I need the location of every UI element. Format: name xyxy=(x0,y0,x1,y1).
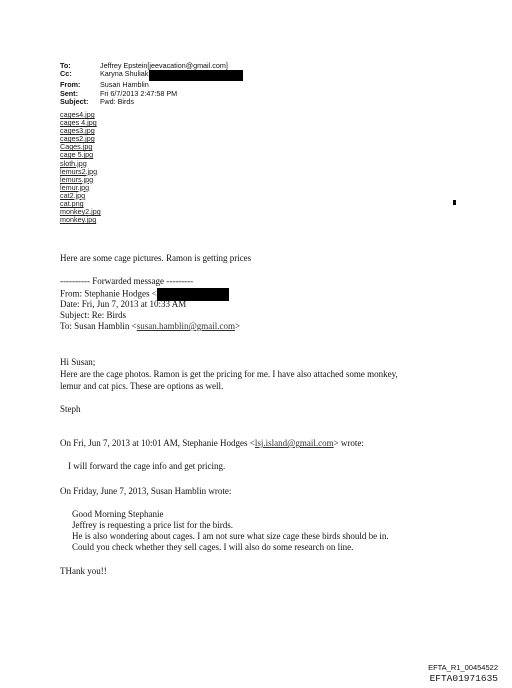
attachment-link[interactable]: Cages.jpg xyxy=(60,142,93,152)
attachment-link[interactable]: cages2.jpg xyxy=(60,134,95,144)
quote-line: He is also wondering about cages. I am not sure what size cage these birds should be in. xyxy=(72,531,389,541)
attachment-link[interactable]: cat.png xyxy=(60,199,84,209)
forward-to-prefix: To: Susan Hamblin < xyxy=(60,321,137,331)
forward-divider: ---------- Forwarded message --------- xyxy=(60,276,194,286)
attachment-link[interactable]: lemur.jpg xyxy=(60,182,90,192)
header-label: Sent: xyxy=(60,88,78,98)
quote-line: Jeffrey is requesting a price list for the birds. xyxy=(72,520,234,530)
attachment-link[interactable]: cages3.jpg xyxy=(60,126,95,136)
quote-closing: THank you!! xyxy=(60,566,107,576)
attachment-link[interactable]: cat2.jpg xyxy=(60,190,86,200)
bates-number: EFTA01971635 xyxy=(429,673,498,684)
attachment-link[interactable]: cages4.jpg xyxy=(60,110,95,119)
intro-text: Here are some cage pictures. Ramon is getting prices xyxy=(60,253,252,263)
header-label: From: xyxy=(60,80,81,90)
attachment-link[interactable]: cage 5.jpg xyxy=(60,150,94,160)
redaction-box xyxy=(149,70,243,81)
message-greeting: Hi Susan; xyxy=(60,357,96,367)
attachment-link[interactable]: monkey2.jpg xyxy=(60,207,101,217)
attachment-list xyxy=(60,111,101,224)
quote-header-line xyxy=(60,438,364,449)
email-link[interactable]: susan.hamblin@gmail.com xyxy=(136,321,235,331)
quote-prefix: On Fri, Jun 7, 2013 at 10:01 AM, Stephanie Hodges < xyxy=(60,438,255,448)
header-subject-row xyxy=(60,98,243,106)
attachment-link[interactable]: cages 4.jpg xyxy=(60,118,97,128)
forward-to-suffix: > xyxy=(234,321,241,331)
scan-speck xyxy=(453,200,456,205)
message-line: Here are the cage photos. Ramon is get the pricing for me. I have also attached some monkey, xyxy=(60,369,398,379)
quote-text: I will forward the cage info and get pricing. xyxy=(68,461,226,471)
quote-suffix: > wrote: xyxy=(333,438,364,448)
forward-subject: Subject: Re: Birds xyxy=(60,310,126,320)
message-line: lemur and cat pics. These are options as well. xyxy=(60,381,224,391)
header-value: Jeffrey Epstein[jeevacation@gmail.com] xyxy=(100,61,228,70)
header-cc-row xyxy=(60,70,243,81)
forward-from: From: Stephanie Hodges < xyxy=(60,288,157,299)
header-label: Subject: xyxy=(60,97,89,107)
quote-header: On Friday, June 7, 2013, Susan Hamblin wrote: xyxy=(60,486,232,496)
forward-date: Date: Fri, Jun 7, 2013 at 10:33 AM xyxy=(60,299,187,309)
header-label: Cc: xyxy=(60,69,72,79)
header-value: Susan Hamblin xyxy=(100,80,149,90)
attachment-link[interactable]: sloth.jpg xyxy=(60,158,87,168)
bates-number: EFTA_R1_00454522 xyxy=(428,663,498,672)
attachment-link[interactable]: lemurs2.jpg xyxy=(60,166,98,176)
attachment-link[interactable]: lemurs.jpg xyxy=(60,174,94,184)
attachment-link[interactable]: monkey.jpg xyxy=(60,215,97,225)
email-link[interactable]: lsj.island@gmail.com xyxy=(254,438,334,448)
email-header xyxy=(60,62,243,107)
message-signoff: Steph xyxy=(60,404,81,414)
quote-line: Could you check whether they sell cages. I will also do some research on line. xyxy=(72,542,354,552)
forward-to-line xyxy=(60,321,240,332)
quote-line: Good Morning Stephanie xyxy=(72,509,164,519)
header-value: Karyna Shuliak xyxy=(100,69,149,79)
header-label: To: xyxy=(60,61,71,70)
header-value: Fri 6/7/2013 2:47:58 PM xyxy=(100,88,178,98)
header-to-row xyxy=(60,62,243,70)
header-value: Fwd: Birds xyxy=(100,97,134,107)
